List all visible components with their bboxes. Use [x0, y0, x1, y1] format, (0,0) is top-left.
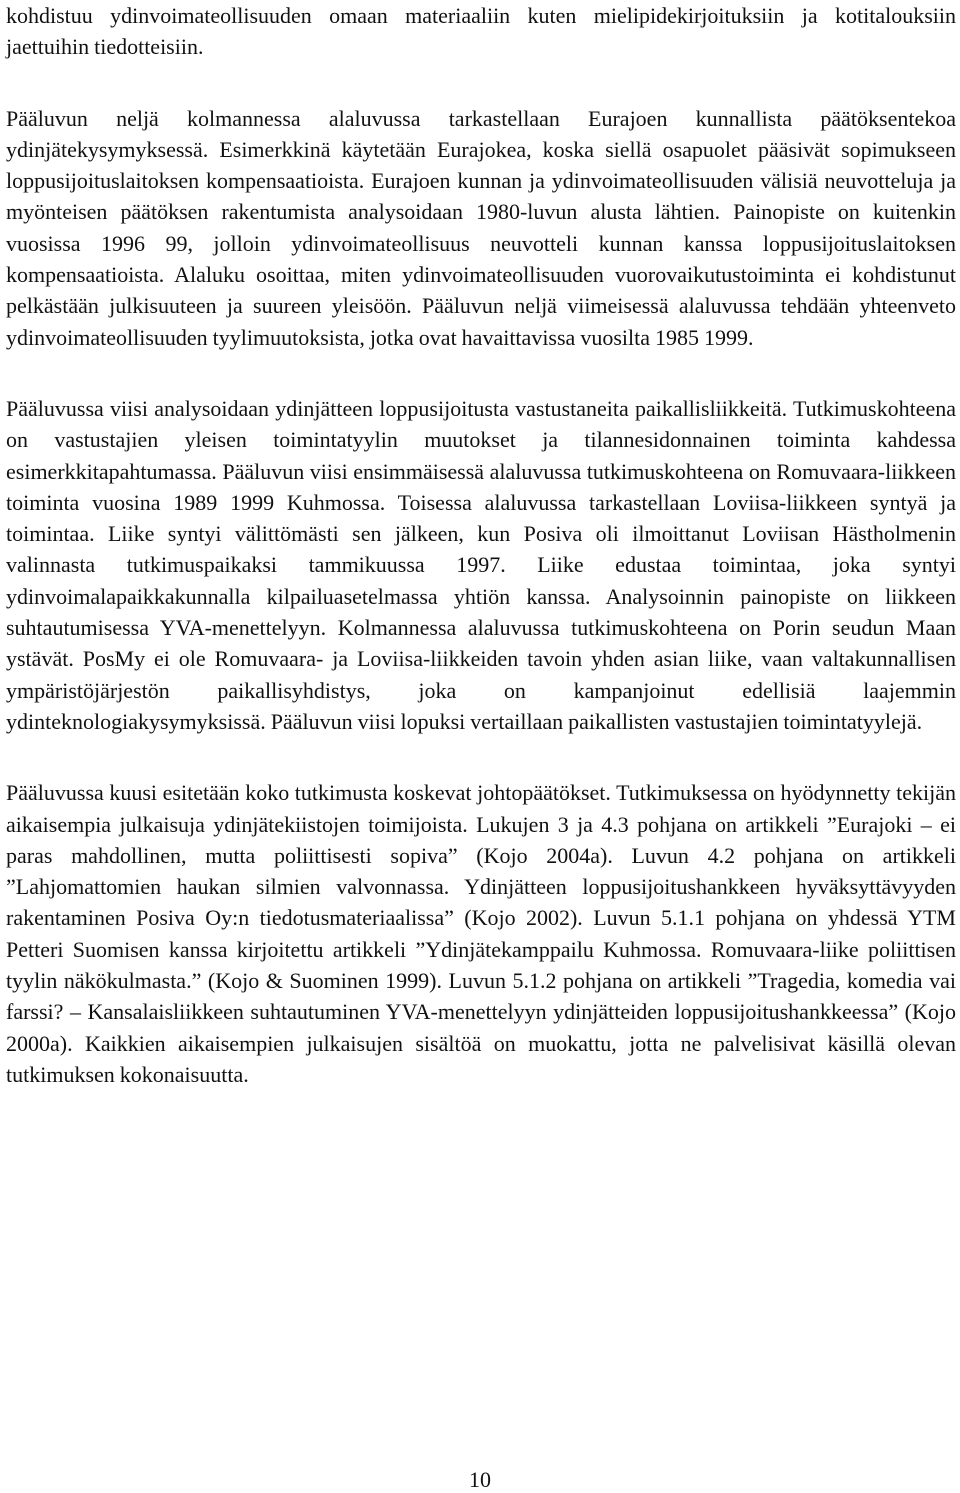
paragraph-chapter-four: Pääluvun neljä kolmannessa alaluvussa tarkastellaan Eurajoen kunnallista päätöksentekoa ydinjätekysymyksessä. Esimerkkinä käytetään Eurajokea, koska siellä osapuolet pääsivät sopimukseen loppusijoituslaitoksen kompensaatioista. Eurajoen kunnan ja ydinvoimateollisuuden välisiä neuvotteluja ja myönteisen päätöksen rakentumista analysoidaan 1980-luvun alusta lähtien. Painopiste on kuitenkin vuosissa 1996 99, jolloin ydinvoimateollisuus neuvotteli kunnan kanssa loppusijoituslaitoksen kompensaatioista. Alaluku osoittaa, miten ydinvoimateollisuuden vuorovaikutustoiminta ei kohdistunut pelkästään julkisuuteen ja suureen yleisöön. Pääluvun neljä viimeisessä alaluvussa tehdään yhteenveto ydinvoimateollisuuden tyylimuutoksista, jotka ovat havaittavissa vuosilta 1985 1999. — [6, 105, 956, 350]
paragraph-chapter-five: Pääluvussa viisi analysoidaan ydinjätteen loppusijoitusta vastustaneita paikallisliikkeitä. Tutkimuskohteena on vastustajien yleisen toimintatyylin muutokset ja tilannesidonnainen toiminta kahdessa esimerkkitapahtumassa. Pääluvun viisi ensimmäisessä alaluvussa tutkimuskohteena on Romuvaara-liikkeen toiminta vuosina 1989 1999 Kuhmossa. Toisessa alaluvussa tarkastellaan Loviisa-liikkeen syntyä ja toimintaa. Liike syntyi välittömästi sen jälkeen, kun Posiva oli ilmoittanut Loviisan Hästholmenin valinnasta tutkimuspaikaksi tammikuussa 1997. Liike edustaa toimintaa, joka syntyi ydinvoimalapaikkakunnalla kilpailuasetelmassa yhtiön kanssa. Analysoinnin painopiste on liikkeen suhtautumisessa YVA-menettelyyn. Kolmannessa alaluvussa tutkimuskohteena on Porin seudun Maan ystävät. PosMy ei ole Romuvaara- ja Loviisa-liikkeiden tavoin yhden asian liike, vaan valtakunnallisen ympäristöjärjestön paikallisyhdistys, joka on kampanjoinut edellisiä laajemmin ydinteknologiakysymyksissä. Pääluvun viisi lopuksi vertaillaan paikallisten vastustajien toimintatyylejä. — [6, 395, 956, 734]
paragraph-intro-continuation: kohdistuu ydinvoimateollisuuden omaan materiaaliin kuten mielipidekirjoituksiin ja kotitalouksiin jaettuihin tiedotteisiin. — [6, 3, 956, 60]
document-page — [6, 0, 956, 1090]
page-number: 10 — [469, 1467, 491, 1492]
paragraph-chapter-six: Pääluvussa kuusi esitetään koko tutkimusta koskevat johtopäätökset. Tutkimuksessa on hyödynnetty tekijän aikaisempia julkaisuja ydinjätekiistojen toimijoista. Lukujen 3 ja 4.3 pohjana on artikkeli ”Eurajoki – ei paras mahdollinen, mutta poliittisesti sopiva” (Kojo 2004a). Luvun 4.2 pohjana on artikkeli ”Lahjomattomien haukan silmien valvonnassa. Ydinjätteen loppusijoitushankkeen hyväksyttävyyden rakentaminen Posiva Oy:n tiedotusmateriaalissa” (Kojo 2002). Luvun 5.1.1 pohjana on yhdessä YTM Petteri Suomisen kanssa kirjoitettu artikkeli ”Ydinjätekamppailu Kuhmossa. Romuvaara-liike poliittisen tyylin näkökulmasta.” (Kojo & Suominen 1999). Luvun 5.1.2 pohjana on artikkeli ”Tragedia, komedia vai farssi? – Kansalaisliikkeen suhtautuminen YVA-menettelyyn ydinjätteiden loppusijoitushankkeessa” (Kojo 2000a). Kaikkien aikaisempien julkaisujen sisältöä on muokattu, jotta ne palvelisivat käsillä olevan tutkimuksen kokonaisuutta. — [6, 780, 956, 1087]
